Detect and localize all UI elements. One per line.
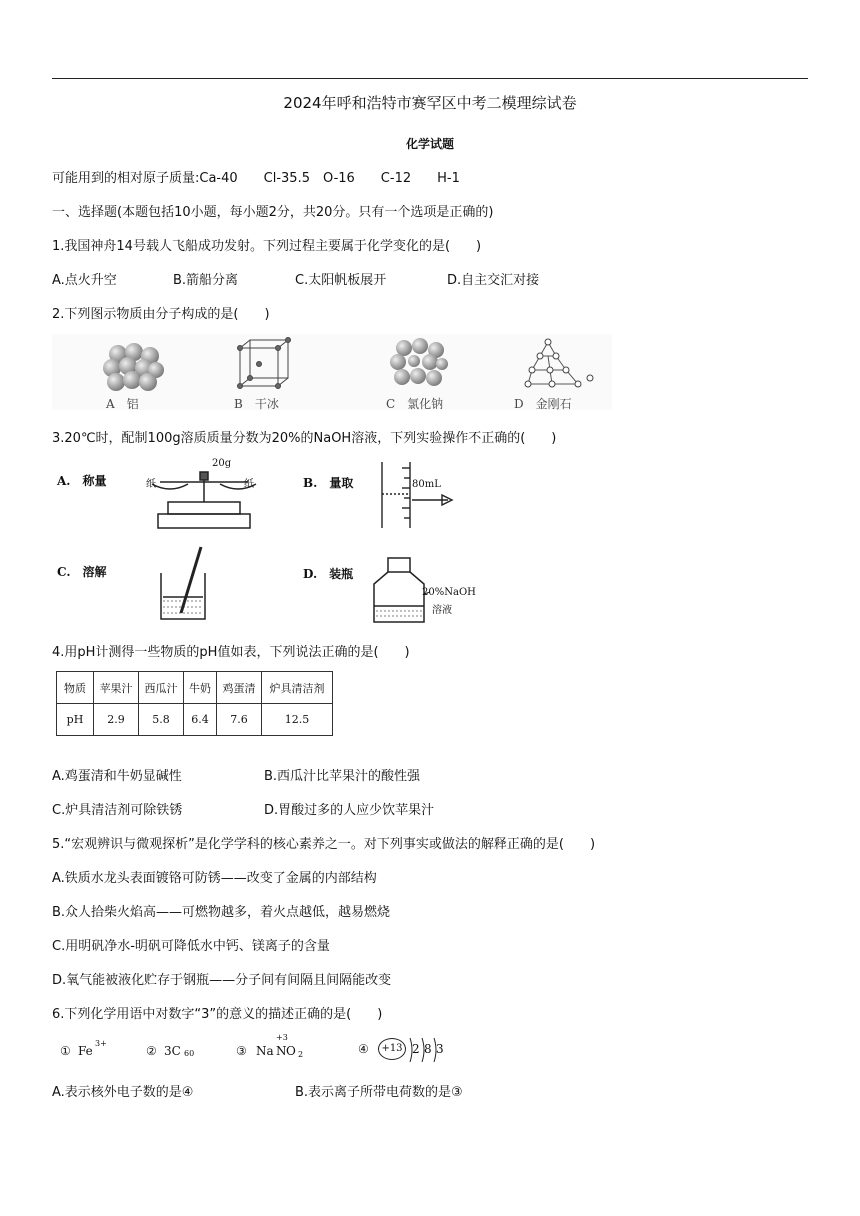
table-cell: 7.6: [217, 704, 262, 736]
ph-table: [56, 671, 333, 736]
table-cell: 5.8: [139, 704, 184, 736]
q1-option-c: C.太阳帆板展开: [295, 273, 387, 288]
q6-formulas: [56, 1033, 476, 1066]
top-rule: [52, 78, 808, 79]
cylinder-mark: 80mL: [412, 479, 441, 490]
section-heading: 一、选择题(本题包括10小题，每小题2分，共20分。只有一个选项是正确的): [52, 205, 494, 220]
item-number-4: ④: [358, 1042, 369, 1056]
formula-fe: Fe: [78, 1044, 93, 1058]
q6-stem: 6.下列化学用语中对数字“3”的意义的描述正确的是( ): [52, 1007, 383, 1022]
table-cell: 2.9: [94, 704, 139, 736]
q1-option-b: B.箭船分离: [173, 273, 239, 288]
weight-label: 20g: [212, 458, 232, 469]
q4-option-a: A.鸡蛋清和牛奶显碱性: [52, 769, 182, 784]
q3-label-b: B. 量取: [303, 476, 354, 490]
q1-option-a: A.点火升空: [52, 273, 117, 288]
bottle-image: [370, 556, 476, 626]
balance-image: [140, 458, 270, 534]
diamond-structure-image: [525, 339, 593, 387]
table-cell: pH: [57, 704, 94, 736]
table-header-cell: 苹果汁: [94, 672, 139, 704]
electron-shell-arcs: [406, 1036, 450, 1066]
q5-option-b: B.众人拾柴火焰高——可燃物越多，着火点越低，越易燃烧: [52, 905, 391, 920]
caption-b: B 干冰: [234, 397, 279, 411]
shell-2: 8: [424, 1042, 432, 1056]
nucleus-circle: +13: [378, 1038, 406, 1060]
dry-ice-structure-image: [238, 338, 291, 389]
q1-option-d: D.自主交汇对接: [447, 273, 540, 288]
q6-option-a: A.表示核外电子数的是④: [52, 1085, 194, 1100]
q4-option-c: C.炉具清洁剂可除铁锈: [52, 803, 183, 818]
formula-c60-sub: 60: [184, 1049, 195, 1058]
shell-1: 2: [412, 1042, 420, 1056]
page-subtitle: 化学试题: [405, 137, 454, 151]
item-number-2: ②: [146, 1044, 157, 1058]
formula-o: O: [286, 1044, 296, 1058]
q4-stem: 4.用pH计测得一些物质的pH值如表，下列说法正确的是( ): [52, 645, 410, 660]
item-number-1: ①: [60, 1044, 71, 1058]
table-header-cell: 物质: [57, 672, 94, 704]
formula-n: N: [276, 1044, 287, 1058]
sodium-chloride-structure-image: [390, 338, 448, 386]
table-header-cell: 炉具清洁剂: [262, 672, 333, 704]
item-number-3: ③: [236, 1044, 247, 1058]
q2-stem: 2.下列图示物质由分子构成的是( ): [52, 307, 270, 322]
q4-option-b: B.西瓜汁比苹果汁的酸性强: [264, 769, 421, 784]
table-header-cell: 牛奶: [184, 672, 217, 704]
formula-c60: 3C: [164, 1044, 181, 1058]
bottle-label-2: 溶液: [432, 605, 452, 616]
graduated-cylinder-image: [372, 458, 462, 530]
caption-a: A 铝: [106, 397, 139, 411]
beaker-image: [155, 543, 215, 623]
q3-label-d: D. 装瓶: [303, 567, 354, 581]
bottle-label: 20%NaOH: [422, 587, 476, 598]
table-row: [57, 704, 333, 736]
table-header-cell: 西瓜汁: [139, 672, 184, 704]
q3-stem: 3.20℃时，配制100g溶质质量分数为20%的NaOH溶液，下列实验操作不正确的( ): [52, 431, 557, 446]
shell-3: 3: [436, 1042, 444, 1056]
q4-option-d: D.胃酸过多的人应少饮苹果汁: [264, 803, 435, 818]
formula-n-valence: +3: [276, 1033, 288, 1042]
q3-label-c: C. 溶解: [57, 565, 107, 579]
q5-stem: 5.“宏观辨识与微观探析”是化学学科的核心素养之一。对下列事实或做法的解释正确的是( ): [52, 837, 596, 852]
formula-na: Na: [256, 1044, 274, 1058]
table-header-cell: 鸡蛋清: [217, 672, 262, 704]
q2-figure: [52, 334, 612, 410]
table-cell: 6.4: [184, 704, 217, 736]
table-cell: 12.5: [262, 704, 333, 736]
aluminum-structure-image: [103, 343, 164, 391]
atomic-masses: 可能用到的相对原子质量:Ca-40 Cl-35.5 O-16 C-12 H-1: [52, 171, 460, 186]
page-title: 2024年呼和浩特市赛罕区中考二模理综试卷: [283, 94, 577, 112]
q6-option-b: B.表示离子所带电荷数的是③: [295, 1085, 463, 1100]
caption-c: C 氯化钠: [386, 397, 444, 411]
q3-label-a: A. 称量: [57, 474, 107, 488]
formula-fe-charge: 3+: [95, 1039, 107, 1048]
q5-option-c: C.用明矾净水-明矾可降低水中钙、镁离子的含量: [52, 939, 330, 954]
formula-o-sub: 2: [298, 1050, 304, 1059]
q1-stem: 1.我国神舟14号载人飞船成功发射。下列过程主要属于化学变化的是( ): [52, 239, 482, 254]
table-row: [57, 672, 333, 704]
q5-option-a: A.铁质水龙头表面镀铬可防锈——改变了金属的内部结构: [52, 871, 377, 886]
paper-label-right: 纸: [244, 479, 254, 490]
q5-option-d: D.氧气能被液化贮存于钢瓶——分子间有间隔且间隔能改变: [52, 973, 392, 988]
caption-d: D 金刚石: [514, 397, 572, 411]
paper-label-left: 纸: [146, 479, 156, 490]
